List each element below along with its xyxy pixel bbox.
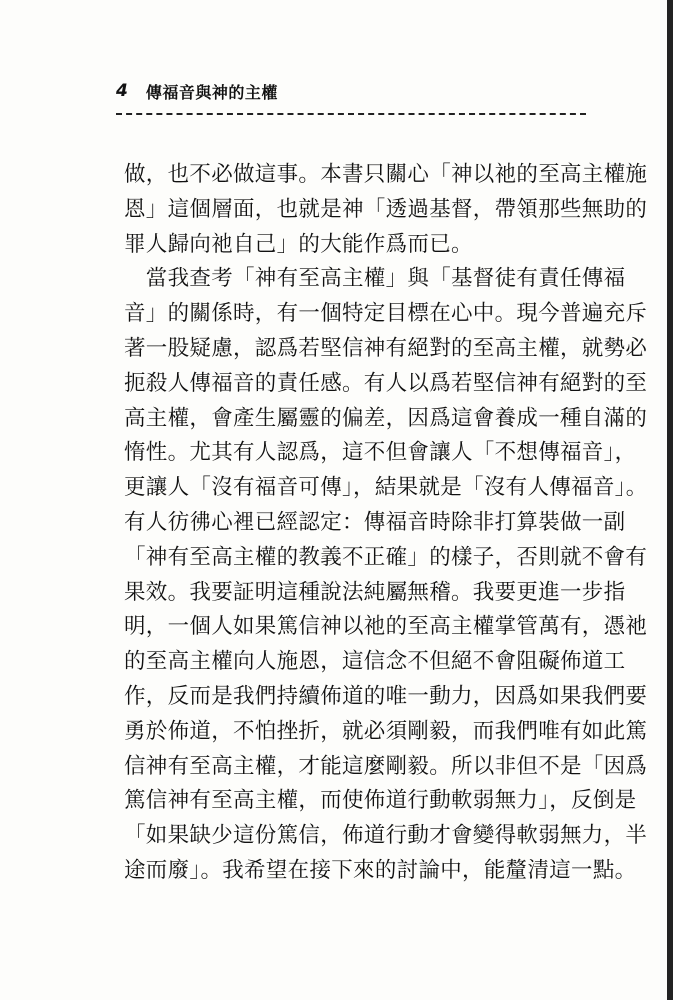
text-line: 惰性。尤其有人認爲，這不但會讓人「不想傳福音」，: [124, 440, 637, 466]
page-number: 4: [116, 81, 128, 101]
body-text: [124, 158, 648, 889]
running-title: 傳福音與神的主權: [145, 82, 278, 102]
text-line: 著一股疑慮，認爲若堅信神有絕對的至高主權，就勢必: [124, 335, 648, 361]
text-line: 信神有至高主權，才能這麼剛毅。所以非但不是「因爲: [124, 753, 648, 779]
text-line: 篤信神有至高主權，而使佈道行動軟弱無力」，反倒是: [124, 788, 637, 814]
text-line: 更讓人「沒有福音可傳」，結果就是「沒有人傳福音」。: [124, 475, 648, 501]
text-line: 做，也不必做這事。本書只關心「神以祂的至高主權施: [124, 162, 648, 187]
text-line: 有人彷彿心裡已經認定：傳福音時除非打算裝做一副: [124, 509, 626, 535]
text-line: 勇於佈道，不怕挫折，就必須剛毅，而我們唯有如此篤: [124, 718, 648, 744]
text-line: 途而廢」。我希望在接下來的討論中，能釐清這一點。: [124, 857, 637, 883]
text-line: 「如果缺少這份篤信，佈道行動才會變得軟弱無力，半: [124, 823, 648, 849]
running-header: [116, 78, 278, 104]
page-edge-shadow: [667, 0, 673, 1000]
text-line: 果效。我要証明這種說法純屬無稽。我要更進一步指: [124, 579, 626, 605]
text-line: 高主權，會產生屬靈的偏差，因爲這會養成一種自滿的: [124, 405, 648, 431]
text-line: 「神有至高主權的教義不正確」的樣子，否則就不會有: [124, 544, 648, 570]
text-line: 明，一個人如果篤信神以祂的至高主權掌管萬有，憑祂: [124, 614, 648, 640]
text-line: 的至高主權向人施恩，這信念不但絕不會阻礙佈道工: [124, 649, 626, 675]
text-line: 作，反而是我們持續佈道的唯一動力，因爲如果我們要: [124, 683, 648, 709]
text-line: 音」的關係時，有一個特定目標在心中。現今普遍充斥: [124, 301, 648, 327]
header-divider: [116, 113, 586, 115]
text-line: 扼殺人傳福音的責任感。有人以爲若堅信神有絕對的至: [124, 370, 648, 396]
text-line: 罪人歸向祂自己」的大能作爲而已。: [124, 231, 473, 257]
text-line: 恩」這個層面，也就是神「透過基督，帶領那些無助的: [124, 196, 648, 222]
text-line: 當我查考「神有至高主權」與「基督徒有責任傳福: [124, 266, 626, 292]
